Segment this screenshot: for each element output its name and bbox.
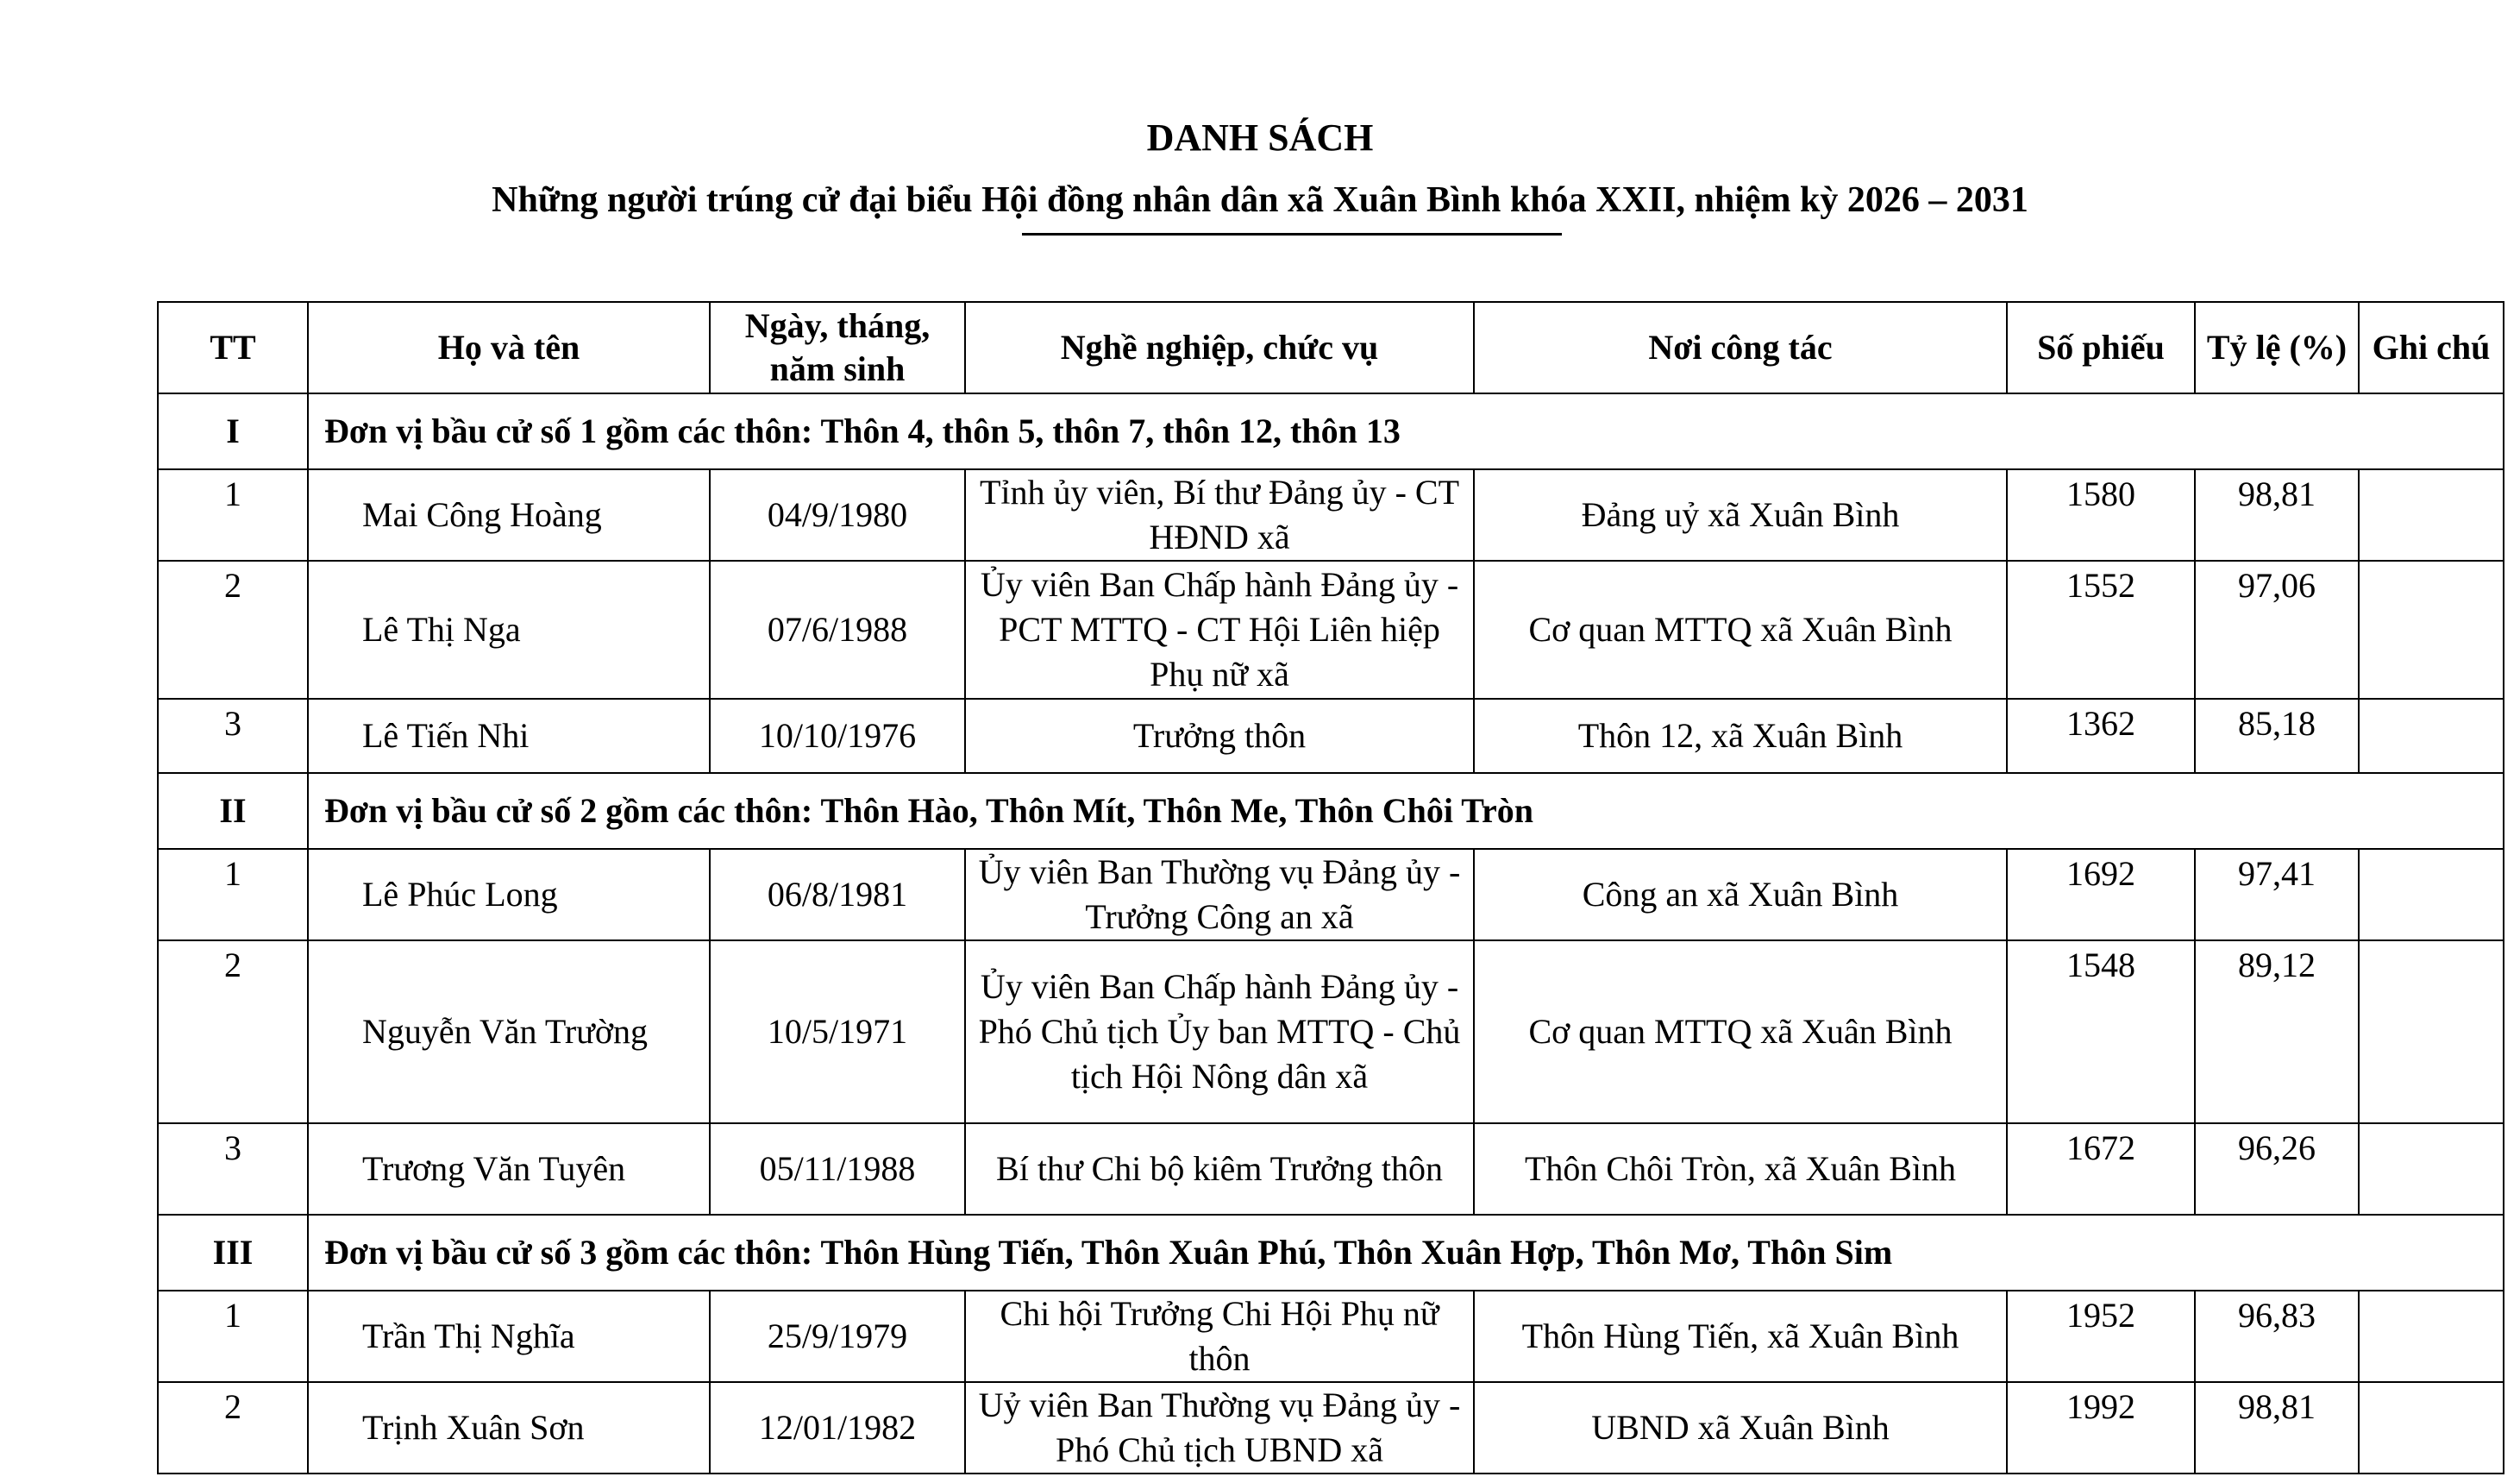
header-dob: Ngày, tháng, năm sinh <box>710 302 965 393</box>
cell-dob: 10/10/1976 <box>710 699 965 773</box>
cell-votes: 1580 <box>2007 469 2195 561</box>
cell-votes: 1548 <box>2007 940 2195 1123</box>
header-rate: Tỷ lệ (%) <box>2195 302 2359 393</box>
table-row <box>158 1382 2504 1474</box>
cell-rate: 98,81 <box>2195 1382 2359 1474</box>
cell-dob: 05/11/1988 <box>710 1123 965 1215</box>
table-row <box>158 849 2504 940</box>
cell-workplace: Cơ quan MTTQ xã Xuân Bình <box>1474 940 2007 1123</box>
cell-dob: 07/6/1988 <box>710 561 965 699</box>
cell-rate: 97,41 <box>2195 849 2359 940</box>
cell-dob: 10/5/1971 <box>710 940 965 1123</box>
cell-workplace: Thôn Hùng Tiến, xã Xuân Bình <box>1474 1291 2007 1382</box>
cell-name: Trương Văn Tuyên <box>308 1123 710 1215</box>
cell-votes: 1692 <box>2007 849 2195 940</box>
cell-workplace: Cơ quan MTTQ xã Xuân Bình <box>1474 561 2007 699</box>
cell-tt: 2 <box>158 1382 308 1474</box>
cell-note <box>2359 1123 2504 1215</box>
cell-tt: 1 <box>158 469 308 561</box>
header-workplace: Nơi công tác <box>1474 302 2007 393</box>
cell-name: Lê Tiến Nhi <box>308 699 710 773</box>
table-row <box>158 699 2504 773</box>
section-row <box>158 773 2504 849</box>
cell-job: Trưởng thôn <box>965 699 1474 773</box>
cell-tt: 2 <box>158 940 308 1123</box>
header-job: Nghề nghiệp, chức vụ <box>965 302 1474 393</box>
cell-tt: 3 <box>158 1123 308 1215</box>
table-row <box>158 940 2504 1123</box>
cell-dob: 06/8/1981 <box>710 849 965 940</box>
cell-note <box>2359 1382 2504 1474</box>
cell-name: Lê Thị Nga <box>308 561 710 699</box>
cell-dob: 12/01/1982 <box>710 1382 965 1474</box>
section-title: Đơn vị bầu cử số 2 gồm các thôn: Thôn Hào, Thôn Mít, Thôn Me, Thôn Chôi Tròn <box>308 773 2504 849</box>
table-row <box>158 1291 2504 1382</box>
cell-rate: 96,83 <box>2195 1291 2359 1382</box>
header-tt: TT <box>158 302 308 393</box>
cell-rate: 98,81 <box>2195 469 2359 561</box>
cell-note <box>2359 1291 2504 1382</box>
cell-rate: 96,26 <box>2195 1123 2359 1215</box>
cell-votes: 1672 <box>2007 1123 2195 1215</box>
cell-rate: 89,12 <box>2195 940 2359 1123</box>
elected-delegates-table <box>157 301 2504 1474</box>
section-title: Đơn vị bầu cử số 1 gồm các thôn: Thôn 4, thôn 5, thôn 7, thôn 12, thôn 13 <box>308 393 2504 469</box>
cell-tt: 3 <box>158 699 308 773</box>
cell-name: Trịnh Xuân Sơn <box>308 1382 710 1474</box>
cell-tt: 2 <box>158 561 308 699</box>
section-number: III <box>158 1215 308 1291</box>
cell-votes: 1952 <box>2007 1291 2195 1382</box>
cell-job: Tỉnh ủy viên, Bí thư Đảng ủy - CT HĐND xã <box>965 469 1474 561</box>
cell-job: Chi hội Trưởng Chi Hội Phụ nữ thôn <box>965 1291 1474 1382</box>
table-header-row <box>158 302 2504 393</box>
cell-note <box>2359 849 2504 940</box>
cell-name: Lê Phúc Long <box>308 849 710 940</box>
cell-rate: 97,06 <box>2195 561 2359 699</box>
header-name: Họ và tên <box>308 302 710 393</box>
section-number: I <box>158 393 308 469</box>
cell-name: Nguyễn Văn Trường <box>308 940 710 1123</box>
table-row <box>158 469 2504 561</box>
cell-workplace: Thôn 12, xã Xuân Bình <box>1474 699 2007 773</box>
cell-votes: 1992 <box>2007 1382 2195 1474</box>
cell-rate: 85,18 <box>2195 699 2359 773</box>
cell-note <box>2359 561 2504 699</box>
cell-tt: 1 <box>158 849 308 940</box>
cell-workplace: Đảng uỷ xã Xuân Bình <box>1474 469 2007 561</box>
header-note: Ghi chú <box>2359 302 2504 393</box>
cell-job: Bí thư Chi bộ kiêm Trưởng thôn <box>965 1123 1474 1215</box>
cell-dob: 04/9/1980 <box>710 469 965 561</box>
cell-note <box>2359 699 2504 773</box>
cell-votes: 1362 <box>2007 699 2195 773</box>
document-title: DANH SÁCH <box>1146 116 1374 159</box>
header-votes: Số phiếu <box>2007 302 2195 393</box>
cell-votes: 1552 <box>2007 561 2195 699</box>
table-row <box>158 561 2504 699</box>
cell-note <box>2359 469 2504 561</box>
section-number: II <box>158 773 308 849</box>
cell-note <box>2359 940 2504 1123</box>
title-underline <box>1022 233 1562 236</box>
document-subtitle: Những người trúng cử đại biểu Hội đồng nhân dân xã Xuân Bình khóa XXII, nhiệm kỳ 2026 – 2031 <box>492 180 2028 220</box>
table-row <box>158 1123 2504 1215</box>
cell-job: Uỷ viên Ban Thường vụ Đảng ủy - Phó Chủ tịch UBND xã <box>965 1382 1474 1474</box>
cell-tt: 1 <box>158 1291 308 1382</box>
cell-workplace: Thôn Chôi Tròn, xã Xuân Bình <box>1474 1123 2007 1215</box>
cell-job: Ủy viên Ban Chấp hành Đảng ủy - Phó Chủ tịch Ủy ban MTTQ - Chủ tịch Hội Nông dân xã <box>965 940 1474 1123</box>
cell-job: Ủy viên Ban Thường vụ Đảng ủy - Trưởng Công an xã <box>965 849 1474 940</box>
cell-name: Mai Công Hoàng <box>308 469 710 561</box>
cell-workplace: Công an xã Xuân Bình <box>1474 849 2007 940</box>
cell-dob: 25/9/1979 <box>710 1291 965 1382</box>
section-row <box>158 1215 2504 1291</box>
cell-name: Trần Thị Nghĩa <box>308 1291 710 1382</box>
cell-job: Ủy viên Ban Chấp hành Đảng ủy - PCT MTTQ - CT Hội Liên hiệp Phụ nữ xã <box>965 561 1474 699</box>
section-title: Đơn vị bầu cử số 3 gồm các thôn: Thôn Hùng Tiến, Thôn Xuân Phú, Thôn Xuân Hợp, Thôn Mơ, Thôn Sim <box>308 1215 2504 1291</box>
section-row <box>158 393 2504 469</box>
cell-workplace: UBND xã Xuân Bình <box>1474 1382 2007 1474</box>
